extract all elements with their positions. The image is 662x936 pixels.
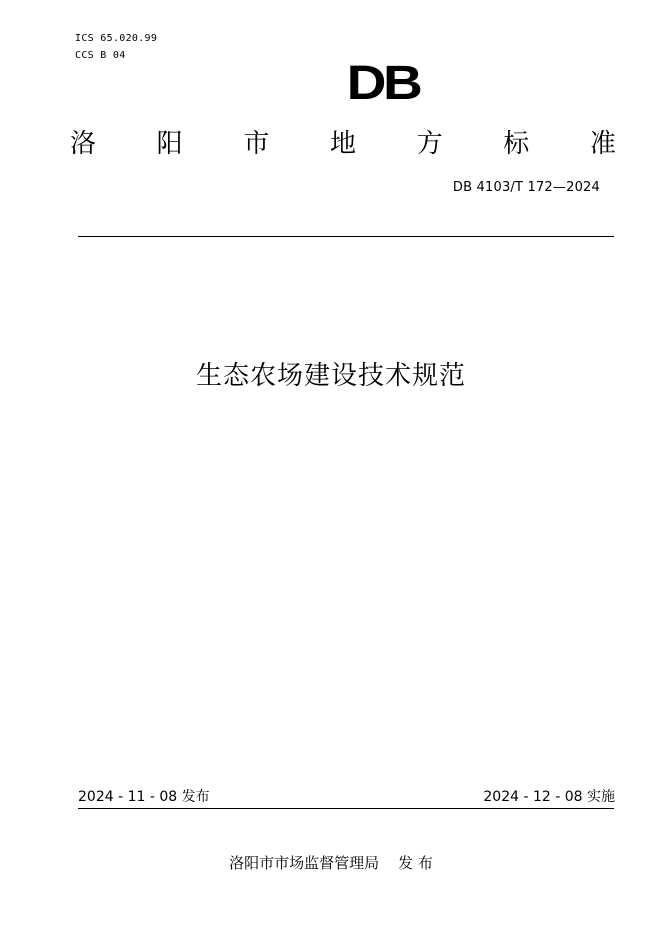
issuing-authority: 洛阳市市场监督管理局 发 布 <box>229 854 433 872</box>
top-divider <box>78 236 614 237</box>
document-title: 生态农场建设技术规范 <box>195 361 466 391</box>
standard-type-heading <box>70 124 616 164</box>
db-logo: DB <box>346 57 420 110</box>
issue-date: 2024 - 11 - 08 发布 <box>78 789 210 805</box>
standard-number: DB 4103/T 172—2024 <box>452 180 600 195</box>
ccs-code: CCS B 04 <box>75 50 126 61</box>
bottom-divider <box>78 808 614 809</box>
ics-code: ICS 65.020.99 <box>75 33 158 44</box>
standard-type-char: 洛 <box>70 129 97 159</box>
standard-type-char: 阳 <box>156 129 183 159</box>
standard-type-char: 地 <box>329 129 356 159</box>
standard-type-char: 方 <box>416 129 443 159</box>
standard-type-char: 标 <box>503 129 530 159</box>
standard-type-char: 准 <box>589 129 616 159</box>
standard-type-char: 市 <box>243 129 270 159</box>
implementation-date: 2024 - 12 - 08 实施 <box>483 789 615 805</box>
